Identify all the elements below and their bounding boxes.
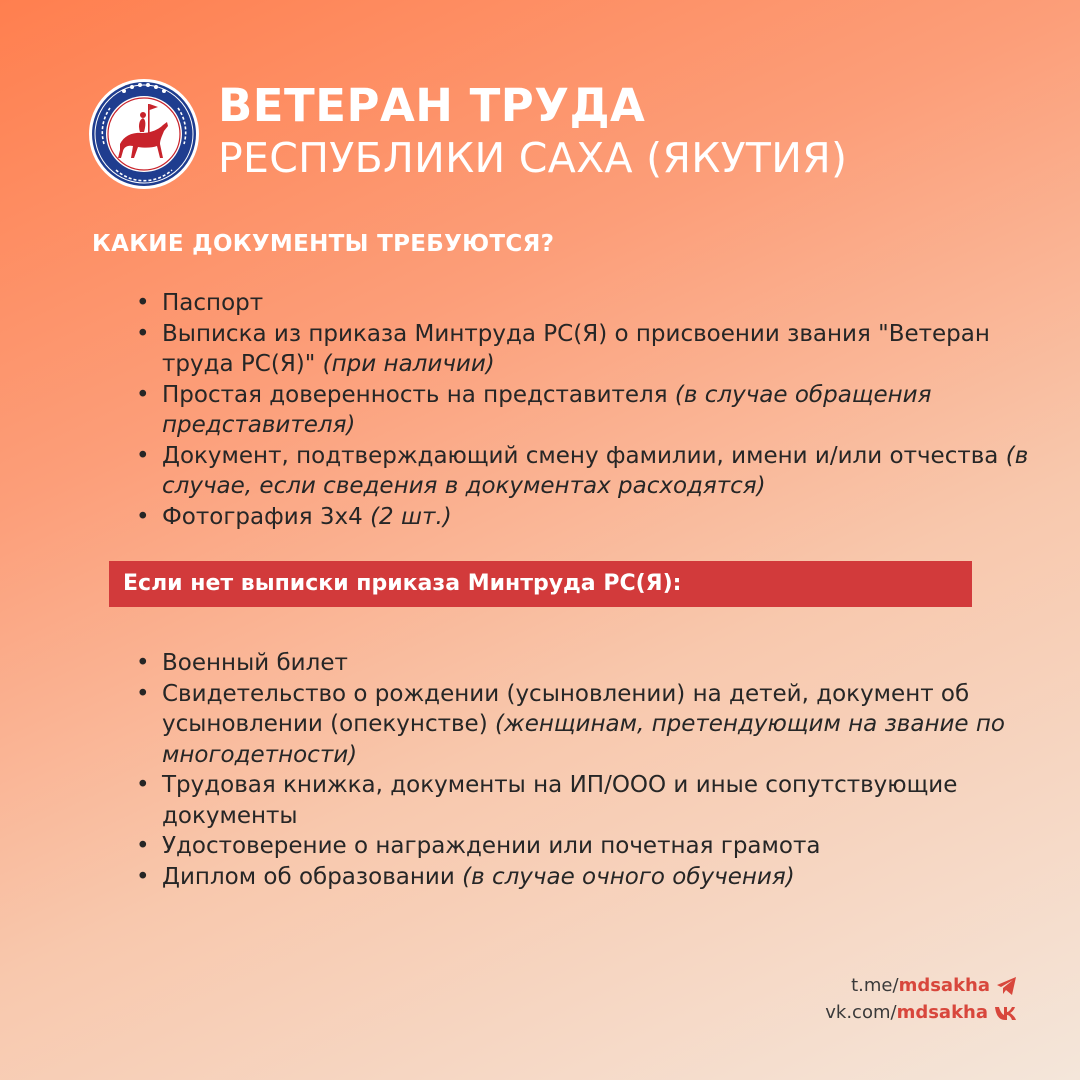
vk-handle: mdsakha	[896, 1002, 988, 1023]
item-text: Выписка из приказа Минтруда РС(Я) о присвоении звания "Ветеран труда РС(Я)"	[162, 320, 990, 377]
bullet-icon: •	[136, 320, 150, 347]
page-title	[218, 80, 847, 184]
bullet-icon: •	[136, 503, 150, 530]
telegram-handle: mdsakha	[898, 975, 990, 996]
vk-link[interactable]	[825, 999, 1018, 1026]
list-item	[130, 380, 1030, 441]
vk-prefix: vk.com/	[825, 1002, 897, 1023]
item-text: Диплом об образовании	[162, 863, 455, 890]
alternative-documents-banner: Если нет выписки приказа Минтруда РС(Я):	[109, 561, 972, 607]
bullet-icon: •	[136, 290, 150, 316]
telegram-icon	[996, 976, 1018, 996]
telegram-link[interactable]	[825, 972, 1018, 999]
item-text: Трудовая книжка, документы на ИП/ООО и иные сопутствующие документы	[162, 772, 958, 829]
required-documents-heading: КАКИЕ ДОКУМЕНТЫ ТРЕБУЮТСЯ?	[92, 231, 555, 257]
item-note: (в случае очного обучения)	[462, 863, 795, 890]
title-line-2: РЕСПУБЛИКИ САХА (ЯКУТИЯ)	[218, 134, 848, 182]
item-text: Паспорт	[162, 290, 264, 316]
item-note: (2 шт.)	[370, 503, 452, 530]
bullet-icon: •	[136, 381, 150, 408]
list-item	[130, 679, 1030, 771]
item-text: Фотография 3х4	[162, 503, 371, 530]
list-item	[130, 288, 1030, 319]
item-text: Простая доверенность на представителя	[162, 381, 668, 408]
title-line-1: ВЕТЕРАН ТРУДА	[218, 79, 646, 132]
list-item	[130, 441, 1030, 502]
bullet-icon: •	[136, 680, 150, 707]
list-item	[130, 648, 1030, 679]
coat-of-arms-sakha-icon	[88, 78, 200, 190]
item-text: Свидетельство о рождении (усыновлении) на детей, документ об усыновлении (опекунстве)	[162, 680, 970, 737]
list-item	[130, 862, 1030, 893]
item-note: (при наличии)	[322, 351, 495, 377]
bullet-icon: •	[136, 833, 150, 859]
alternative-documents-list	[130, 648, 1030, 892]
required-documents-list	[130, 288, 1030, 532]
bullet-icon: •	[136, 442, 150, 469]
item-note: (в случае обращения представителя)	[162, 381, 932, 438]
item-note: (в случае, если сведения в документах расходятся)	[162, 442, 1029, 499]
item-text: Военный билет	[162, 650, 348, 676]
social-links	[825, 972, 1018, 1026]
telegram-prefix: t.me/	[851, 975, 899, 996]
item-text: Документ, подтверждающий смену фамилии, имени и/или отчества	[162, 442, 999, 469]
list-item	[130, 319, 1030, 380]
bullet-icon: •	[136, 863, 150, 890]
list-item	[130, 502, 1030, 533]
bullet-icon: •	[136, 650, 150, 676]
bullet-icon: •	[136, 772, 150, 798]
vk-icon	[994, 1005, 1018, 1021]
item-note: (женщинам, претендующим на звание по многодетности)	[162, 711, 1005, 768]
list-item	[130, 770, 1030, 831]
item-text: Удостоверение о награждении или почетная грамота	[162, 833, 821, 859]
list-item	[130, 831, 1030, 862]
